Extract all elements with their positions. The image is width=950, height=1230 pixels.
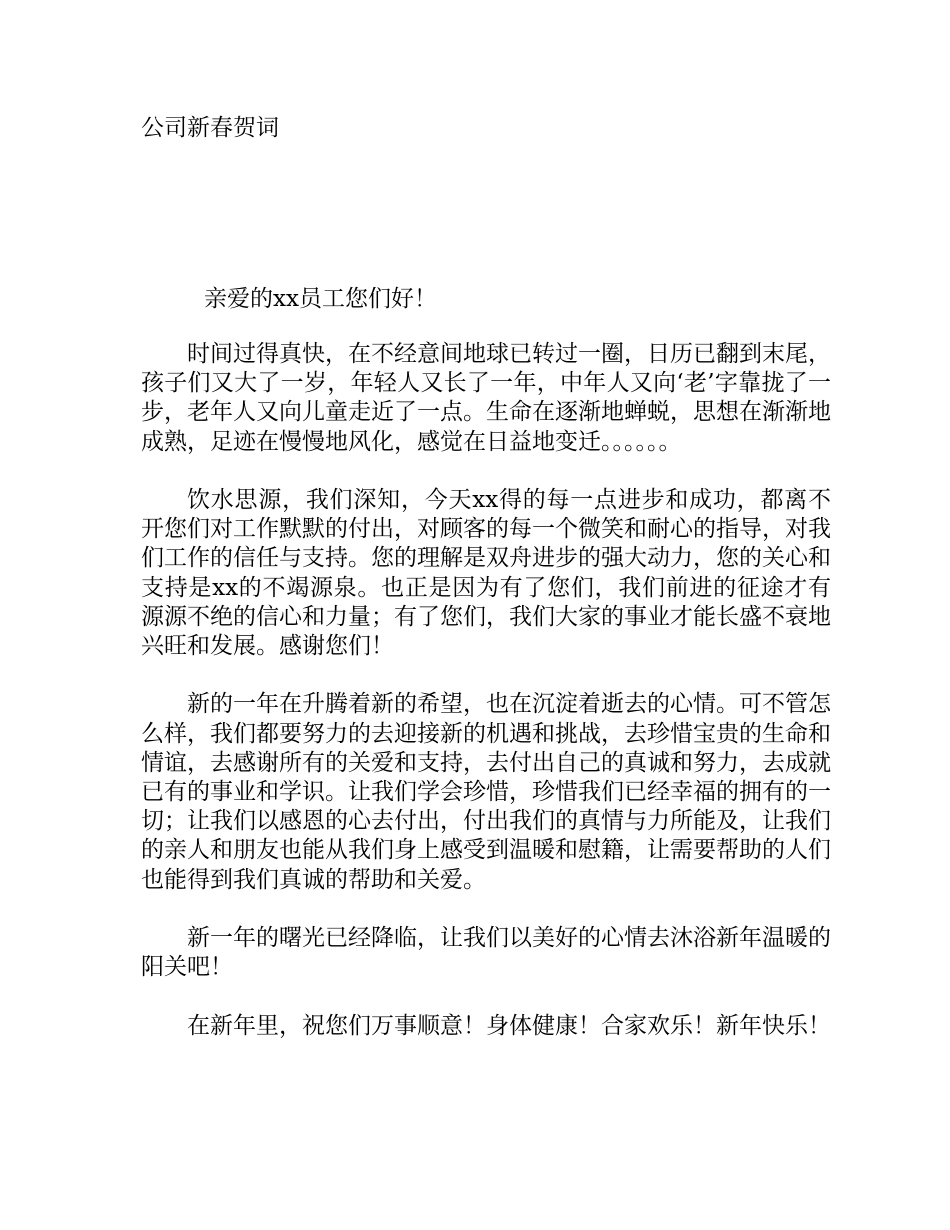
document-title: 公司新春贺词 — [141, 115, 279, 141]
paragraph-wishes: 在新年里，祝您们万事顺意！身体健康！合家欢乐！新年快乐！ — [187, 1012, 831, 1039]
paragraph-new-year-hopes: 新的一年在升腾着新的希望，也在沉淀着逝去的心情。可不管怎么样，我们都要努力的去迎接新的机遇和挑战，去珍惜宝贵的生命和情谊，去感谢所有的关爱和支持，去付出自己的真诚和努力，去成就已有的事业和学识。让我们学会珍惜，珍惜我们已经幸福的拥有的一切；让我们以感恩的心去付出，付出我们的真情与力所能及，让我们的亲人和朋友也能从我们身上感受到温暖和慰籍，让需要帮助的人们也能得到我们真诚的帮助和关爱。 — [141, 691, 831, 893]
paragraph-time-passing: 时间过得真快，在不经意间地球已转过一圈，日历已翻到末尾，孩子们又大了一岁，年轻人又长了一年，中年人又向‘老’字靠拢了一步，老年人又向儿童走近了一点。生命在逐渐地蝉蜕，思想在渐渐地成熟，足迹在慢慢地风化，感觉在日益地变迁。。。。。。 — [141, 341, 831, 455]
paragraph-new-dawn: 新一年的曙光已经降临，让我们以美好的心情去沐浴新年温暖的阳关吧！ — [141, 925, 831, 981]
paragraph-gratitude: 饮水思源，我们深知，今天xx得的每一点进步和成功，都离不开您们对工作默默的付出，对顾客的每一个微笑和耐心的指导，对我们工作的信任与支持。您的理解是双舟进步的强大动力，您的关心和支持是xx的不竭源泉。也正是因为有了您们，我们前进的征途才有源源不绝的信心和力量；有了您们，我们大家的事业才能长盛不衰地兴旺和发展。感谢您们！ — [141, 487, 831, 660]
letter-body — [141, 340, 831, 1070]
greeting-line: 亲爱的xx员工您们好！ — [204, 286, 437, 312]
